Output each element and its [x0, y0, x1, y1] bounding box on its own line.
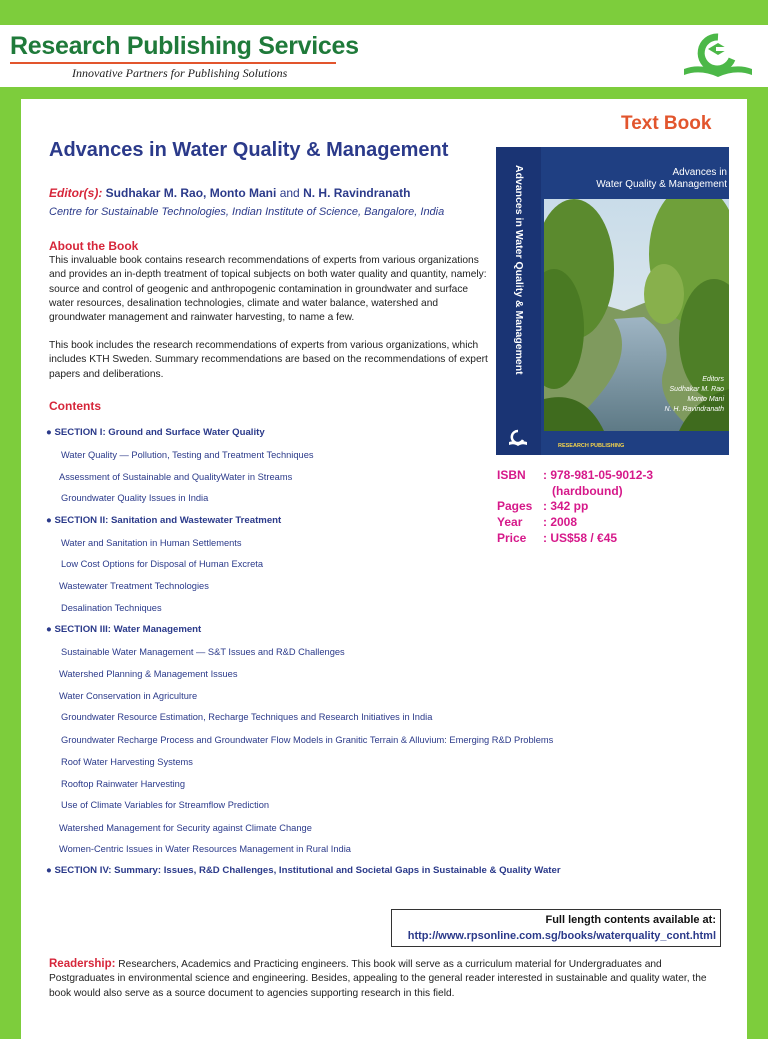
price-value: : US$58 / €45: [543, 531, 618, 545]
book-cover: [496, 147, 729, 455]
pages-value: : 342 pp: [543, 499, 589, 513]
editors-line: [49, 186, 410, 200]
contents-item: Women-Centric Issues in Water Resources Management in Rural India: [59, 844, 351, 854]
editors-names-b: N. H. Ravindranath: [303, 186, 411, 200]
cover-editor: Monto Mani: [687, 396, 724, 403]
pages-label: Pages: [497, 499, 533, 513]
contents-link-box: [391, 909, 721, 947]
contents-link-url[interactable]: http://www.rpsonline.com.sg/books/waterquality_cont.html: [407, 930, 716, 942]
contents-item: Water Conservation in Agriculture: [59, 691, 198, 701]
about-paragraph-2: This book includes the research recommendations of experts from various organizations, which includes KTH Sweden. Summary recommendations are based on the recommendations of expert papers and deliberations.: [49, 340, 488, 380]
contents-item: Groundwater Quality Issues in India: [61, 493, 209, 503]
isbn-label: ISBN: [497, 468, 526, 482]
section-heading: ● SECTION I: Ground and Surface Water Quality: [46, 427, 265, 438]
contents-item: Use of Climate Variables for Streamflow Prediction: [61, 800, 270, 810]
book-logo-icon: [680, 31, 756, 81]
contents-item: Rooftop Rainwater Harvesting: [61, 779, 186, 789]
contents-item: Watershed Planning & Management Issues: [59, 669, 238, 679]
cover-editors-label: Editors: [702, 376, 724, 383]
brand-name: Research Publishing Services: [10, 32, 359, 60]
readership-text: Researchers, Academics and Practicing engineers. This book will serve as a curriculum material for Undergraduates and Postgraduates in environmental science and engineering. Besides, appealing to the general reader interested in sustainable and quality water, the book would also serve as a source document to agencies supporting research in this field.: [49, 959, 707, 999]
about-heading: About the Book: [49, 239, 139, 253]
section-heading: ● SECTION II: Sanitation and Wastewater Treatment: [46, 515, 282, 526]
cover-title-line-1: Advances in: [672, 167, 727, 178]
cover-editor: Sudhakar M. Rao: [669, 386, 724, 393]
contents-item: Low Cost Options for Disposal of Human Excreta: [61, 559, 264, 569]
isbn-row: [497, 468, 653, 482]
contents-item: Water and Sanitation in Human Settlements: [61, 538, 242, 548]
cover-editors: [646, 375, 724, 415]
contents-item: Sustainable Water Management — S&T Issues and R&D Challenges: [61, 647, 345, 657]
brand-tagline: Innovative Partners for Publishing Solutions: [72, 66, 288, 80]
contents-link-label: Full length contents available at:: [545, 914, 716, 926]
brand-underline: [10, 62, 336, 64]
editors-label: Editor(s):: [49, 186, 103, 200]
contents-item: Watershed Management for Security against Climate Change: [59, 823, 312, 833]
cover-editor: N. H. Ravindranath: [664, 406, 724, 413]
contents-item: Wastewater Treatment Technologies: [59, 581, 209, 591]
about-paragraph-1: This invaluable book contains research recommendations of experts from various organizations and provides an in-depth treatment of topical subjects on both water quality and quantity, namely: source and control of geogenic and anthropogenic contamination in groundwater and surface water resources, desalination technologies, climate and water balance, watershed and groundwater management and rainwater harvesting, to name a few.: [49, 255, 487, 324]
contents-item: Water Quality — Pollution, Testing and Treatment Techniques: [61, 450, 314, 460]
affiliation: Centre for Sustainable Technologies, Indian Institute of Science, Bangalore, India: [49, 206, 445, 218]
isbn-value: : 978-981-05-9012-3: [543, 468, 654, 482]
price-row: [497, 531, 617, 545]
contents-item: Roof Water Harvesting Systems: [61, 757, 193, 767]
cover-spine-title: Advances in Water Quality & Management: [513, 165, 525, 375]
readership: [49, 957, 729, 1001]
year-row: [497, 515, 577, 529]
pages-row: [497, 499, 588, 513]
contents-heading: Contents: [49, 399, 101, 413]
book-flyer: [21, 99, 747, 1039]
editors-names-a: Sudhakar M. Rao, Monto Mani: [105, 186, 277, 200]
book-category: Text Book: [621, 113, 712, 134]
page-header: [0, 25, 768, 87]
readership-label: Readership:: [49, 958, 116, 970]
publisher-logo-icon: [508, 429, 528, 447]
contents-item: Desalination Techniques: [61, 603, 162, 613]
year-value: : 2008: [543, 515, 578, 529]
cover-title-line-2: Water Quality & Management: [596, 179, 727, 190]
contents-item: Assessment of Sustainable and QualityWater in Streams: [59, 472, 293, 482]
contents-item: Groundwater Recharge Process and Groundwater Flow Models in Granitic Terrain & Alluvium: Emerging R&D Problems: [61, 735, 554, 745]
editors-and: and: [279, 186, 300, 200]
binding: (hardbound): [552, 484, 623, 498]
section-heading: ● SECTION IV: Summary: Issues, R&D Challenges, Institutional and Societal Gaps in Sustainable & Quality Water: [46, 865, 561, 876]
section-heading: ● SECTION III: Water Management: [46, 624, 202, 635]
contents-item: Groundwater Resource Estimation, Recharge Techniques and Research Initiatives in India: [61, 712, 433, 722]
book-title: Advances in Water Quality & Management: [49, 139, 449, 161]
year-label: Year: [497, 515, 523, 529]
cover-publisher: RESEARCH PUBLISHING: [558, 443, 625, 449]
price-label: Price: [497, 531, 527, 545]
